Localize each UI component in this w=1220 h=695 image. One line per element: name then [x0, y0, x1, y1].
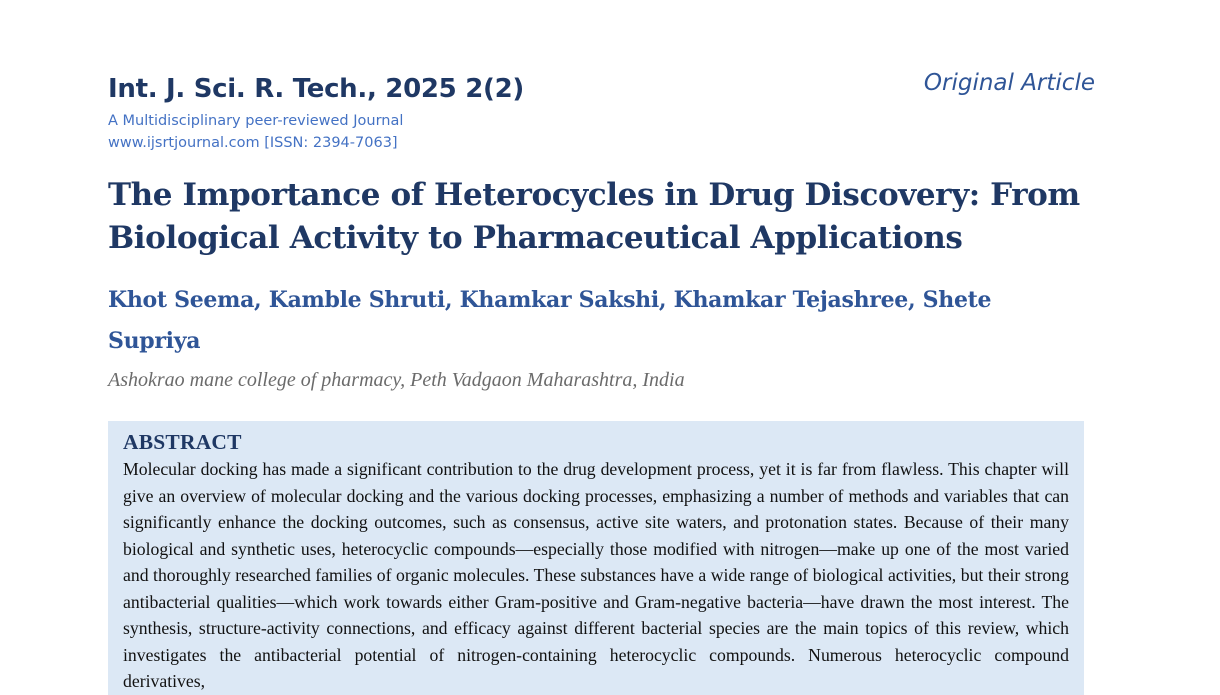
abstract-section [108, 421, 1084, 695]
journal-description: A Multidisciplinary peer-reviewed Journal [108, 113, 404, 129]
article-type-label: Original Article [923, 70, 1095, 96]
abstract-heading: ABSTRACT [123, 430, 242, 454]
paper-title: The Importance of Heterocycles in Drug Discovery: From Biological Activity to Pharmaceutical Applications [108, 177, 1080, 256]
author-affiliation: Ashokrao mane college of pharmacy, Peth Vadgaon Maharashtra, India [108, 369, 685, 391]
author-list: Khot Seema, Kamble Shruti, Khamkar Sakshi, Khamkar Tejashree, Shete Supriya [108, 287, 992, 354]
journal-title: Int. J. Sci. R. Tech., 2025 2(2) [108, 74, 524, 104]
abstract-body: Molecular docking has made a significant contribution to the drug development process, yet it is far from flawless. This chapter will give an overview of molecular docking and the various docking processes, emphasizing a number of methods and variables that can significantly enhance the docking outcomes, such as consensus, active site waters, and protonation states. Because of their many biological and synthetic uses, heterocyclic compounds—especially those modified with nitrogen—make up one of the most varied and thoroughly researched families of organic molecules. These substances have a wide range of biological activities, but their strong antibacterial qualities—which work towards either Gram-positive and Gram-negative bacteria—have drawn the most interest. The synthesis, structure-activity connections, and efficacy against different bacterial species are the main topics of this review, which investigates the antibacterial potential of nitrogen-containing heterocyclic compounds. Numerous heterocyclic compound derivatives, [123, 459, 1069, 691]
journal-website: www.ijsrtjournal.com [ISSN: 2394-7063] [108, 135, 398, 151]
